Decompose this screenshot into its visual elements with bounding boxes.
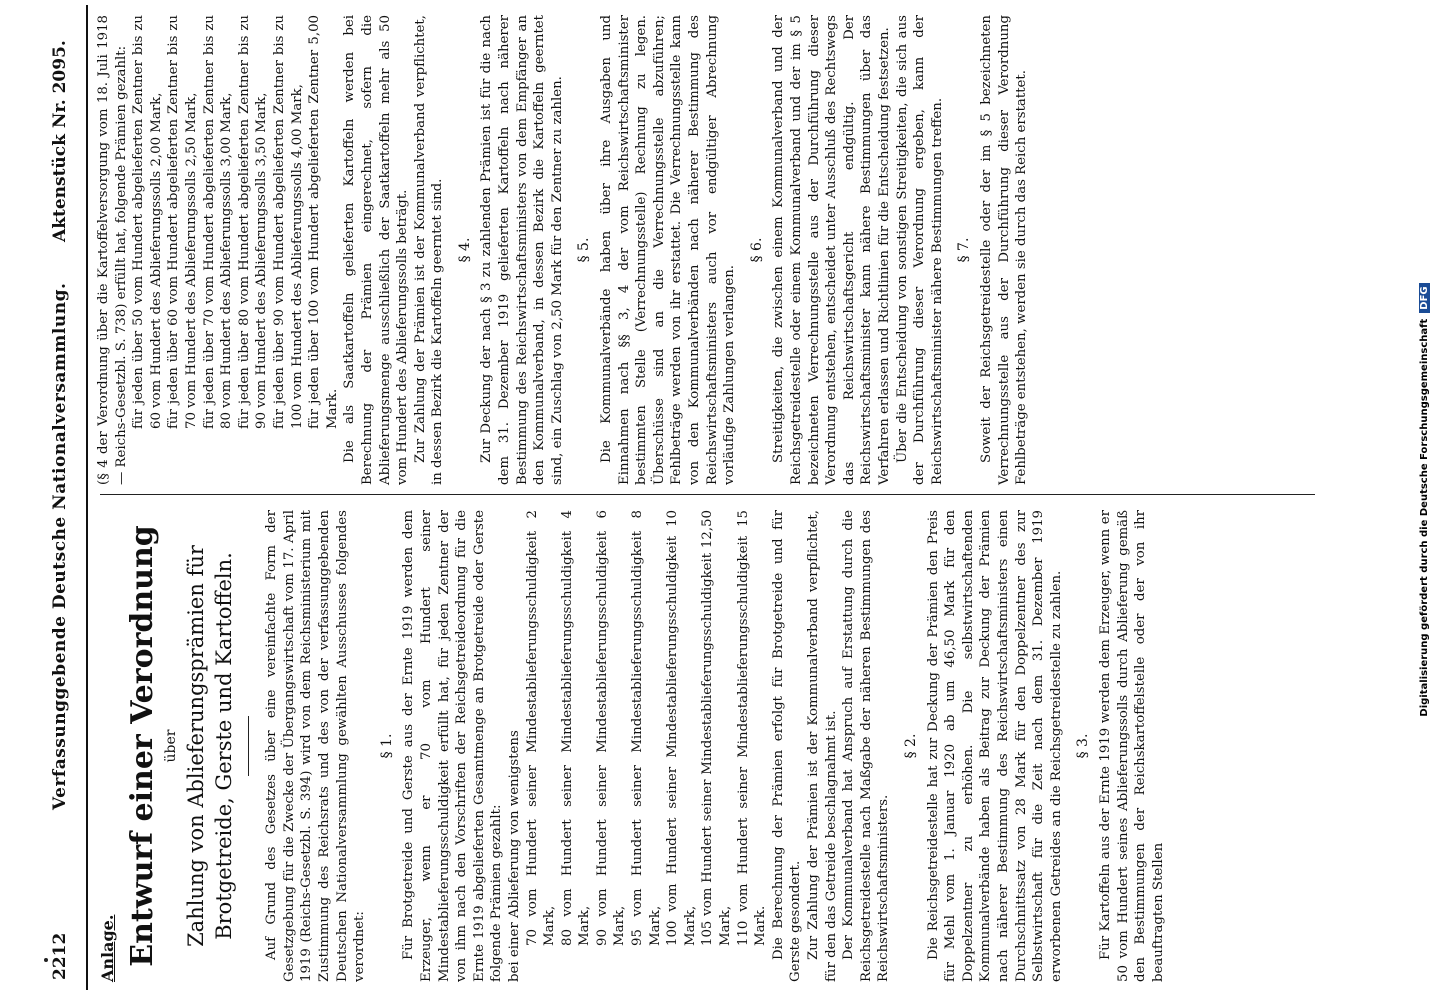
running-header bbox=[50, 0, 80, 1000]
paragraph: (§ 4 der Verordnung über die Kartoffelversorgung vom 18. Juli 1918 — Reichs-Gesetzbl. S. 738) erfüllt hat, folgende Prämien gezahlt: bbox=[96, 15, 129, 485]
paragraph: Der Kommunalverband hat Anspruch auf Erstattung durch die Reichsgetreidestelle nach Maßgabe der näheren Bestimmungen des Reichswirtschaftsministers. bbox=[841, 510, 892, 982]
list-item: für jeden über 100 vom Hundert abgelieferten Zentner 5,00 Mark. bbox=[307, 15, 340, 429]
document-number: Aktenstück Nr. 2095. bbox=[50, 40, 70, 242]
section-heading: § 4. bbox=[456, 237, 473, 263]
list-item: für jeden über 50 vom Hundert abgelieferten Zentner bis zu 60 vom Hundert des Ablieferungssolls 2,00 Mark, bbox=[131, 15, 164, 429]
list-lead: bei einer Ablieferung von wenigstens bbox=[506, 730, 522, 982]
paragraph: Für Brotgetreide und Gerste aus der Ernte 1919 werden dem Erzeuger, wenn er 70 vom Hundert seiner Mindestablieferungsschuldigkeit erfüllt hat, für jeden Zentner der von ihm nach den Vorschriften der Reichsgetreideordnung für die Ernte 1919 abgelieferten Gesamtmenge an Brotgetreide oder Gerste folgende Prämien gezahlt: bbox=[401, 510, 505, 982]
paragraph: Die als Saatkartoffeln gelieferten Kartoffeln werden bei Berechnung der Prämien eingerechnet, sofern die Ablieferungsmenge ausschließlich der Saatkartoffeln mehr als 50 vom Hundert des Ablieferungssolls beträgt. bbox=[342, 15, 411, 485]
document-title: Entwurf einer Verordnung bbox=[124, 525, 160, 967]
document-subtitle: Zahlung von Ablieferungsprämien für Brotgetreide, Gerste und Kartoffeln. bbox=[184, 545, 237, 947]
anlage-label: Anlage. bbox=[98, 914, 117, 982]
list-item: für jeden über 70 vom Hundert abgelieferten Zentner bis zu 80 vom Hundert des Ablieferungssolls 3,00 Mark, bbox=[201, 15, 235, 429]
list-item: für jeden über 80 vom Hundert abgelieferten Zentner bis zu 90 vom Hundert des Ablieferungssolls 3,50 Mark, bbox=[236, 15, 270, 429]
section-heading: § 1. bbox=[378, 733, 395, 759]
paragraph: Die Kommunalverbände haben über ihre Ausgaben und Einnahmen nach §§ 3, 4 der vom Reichswirtschaftsminister bestimmten Stelle (Verrechnungsstelle) Rechnung zu legen. Überschüsse sind an die Verrechnungsstelle abzuführen; Fehlbeträge werden von ihr erstattet. Die Verrechnungsstelle kann von den Kommunalverbänden nach näherer Bestimmung des Reichswirtschaftsministers auch vor endgültiger Abrechnung vorläufige Zahlungen verlangen. bbox=[599, 15, 738, 485]
page-number: 2212 bbox=[50, 932, 70, 980]
section-heading: § 2. bbox=[902, 733, 919, 759]
list-item: für jeden über 60 vom Hundert abgelieferten Zentner bis zu 70 vom Hundert des Ablieferungssolls 2,50 Mark, bbox=[166, 15, 199, 429]
list-item: 90 vom Hundert seiner Mindestablieferungsschuldigkeit 6 Mark, bbox=[594, 510, 628, 946]
list-item: 100 vom Hundert seiner Mindestablieferungsschuldigkeit 10 Mark, bbox=[665, 510, 698, 946]
header-title: Verfassunggebende Deutsche Nationalversammlung. bbox=[50, 282, 70, 810]
paragraph: Streitigkeiten, die zwischen einem Kommunalverband und der Reichsgetreidestelle oder einem Kommunalverband und der im § 5 bezeichneten Verrechnungsstelle aus der Durchführung dieser Verordnung entstehen, entscheidet unter Ausschluß des Rechtswegs das Reichswirtschaftsgericht endgültig. Der Reichswirtschaftsminister kann nähere Bestimmungen über das Verfahren erlassen und Richtlinien für die Entscheidung festsetzen. bbox=[771, 15, 892, 485]
digitization-credit bbox=[1418, 10, 1432, 990]
paragraph: Über die Entscheidung von sonstigen Streitigkeiten, die sich aus der Durchführung dieser Verordnung ergeben, kann der Reichswirtschaftsminister nähere Bestimmungen treffen. bbox=[894, 15, 945, 485]
list-item: 80 vom Hundert seiner Mindestablieferungsschuldigkeit 4 Mark, bbox=[559, 510, 593, 946]
title-ueber: über bbox=[162, 729, 179, 763]
section-heading: § 5. bbox=[576, 237, 593, 263]
left-column bbox=[95, 510, 1167, 982]
header-rule bbox=[86, 5, 88, 990]
list-item: 70 vom Hundert seiner Mindestablieferungsschuldigkeit 2 Mark, bbox=[524, 510, 558, 946]
section-heading: § 7. bbox=[956, 237, 973, 263]
paragraph: Für Kartoffeln aus der Ernte 1919 werden dem Erzeuger, wenn er 50 vom Hundert seines Ablieferungssolls durch Ablieferung gemäß den Bestimmungen der Reichskartoffelstelle oder der von ihr beauftragten Stellen bbox=[1097, 510, 1166, 982]
paragraph: Zur Zahlung der Prämien ist der Kommunalverband verpflichtet, in dessen Bezirk die Kartoffeln geerntet sind. bbox=[412, 15, 446, 485]
dfg-badge: DFG bbox=[1419, 283, 1430, 312]
list-item: 95 vom Hundert seiner Mindestablieferungsschuldigkeit 8 Mark, bbox=[630, 510, 663, 946]
section-heading: § 6. bbox=[748, 237, 765, 263]
title-rule bbox=[248, 716, 249, 776]
paragraph: Zur Zahlung der Prämien ist der Kommunalverband verpflichtet, für den das Getreide beschlagnahmt ist. bbox=[806, 510, 839, 982]
column-divider bbox=[100, 494, 1315, 495]
list-item: für jeden über 90 vom Hundert abgelieferten Zentner bis zu 100 vom Hundert des Ablieferungssolls 4,00 Mark, bbox=[271, 15, 305, 429]
paragraph: Die Berechnung der Prämien erfolgt für Brotgetreide und für Gerste gesondert. bbox=[770, 510, 804, 982]
list-item: 105 vom Hundert seiner Mindestablieferungsschuldigkeit 12,50 Mark, bbox=[700, 510, 734, 946]
intro-paragraph: Auf Grund des Gesetzes über eine vereinfachte Form der Gesetzgebung für die Zwecke der Übergangswirtschaft vom 17. April 1919 (Reichs-Gesetzbl. S. 394) wird von dem Reichsministerium mit Zustimmung des Reichsrats und des von der verfassunggebenden Deutschen Nationalversammlung gewählten Ausschusses folgendes verordnet: bbox=[264, 510, 368, 982]
list-item: 110 vom Hundert seiner Mindestablieferungsschuldigkeit 15 Mark. bbox=[735, 510, 769, 946]
paragraph: Soweit der Reichsgetreidestelle oder der im § 5 bezeichneten Verrechnungsstelle aus der Durchführung dieser Verordnung Fehlbeträge entstehen, werden sie durch das Reich erstattet. bbox=[978, 15, 1030, 485]
paragraph: Die Reichsgetreidestelle hat zur Deckung der Prämien den Preis für Mehl vom 1. Januar 1920 ab um 46,50 Mark für den Doppelzentner zu erhöhen. Die selbstwirtschaftenden Kommunalverbände haben als Beitrag zur Deckung der Prämien nach näherer Bestimmung des Reichswirtschaftsministers einen Durchschnittssatz von 28 Mark für den Doppelzentner des zur Selbstwirtschaft für die Zeit nach dem 31. Dezember 1919 erworbenen Getreides an die Reichsgetreidestelle zu zahlen. bbox=[925, 510, 1064, 982]
paragraph: Zur Deckung der nach § 3 zu zahlenden Prämien ist für die nach dem 31. Dezember 1919 gelieferten Kartoffeln nach näherer Bestimmung des Reichswirtschaftsministers von dem Empfänger an den Kommunalverband, in dessen Bezirk die Kartoffeln geerntet sind, ein Zuschlag von 2,50 Mark für den Zentner zu zahlen. bbox=[479, 15, 565, 485]
right-column bbox=[95, 15, 1031, 485]
section-heading: § 3. bbox=[1075, 733, 1092, 759]
credit-text: Digitalisierung gefördert durch die Deutsche Forschungsgemeinschaft bbox=[1419, 318, 1430, 717]
